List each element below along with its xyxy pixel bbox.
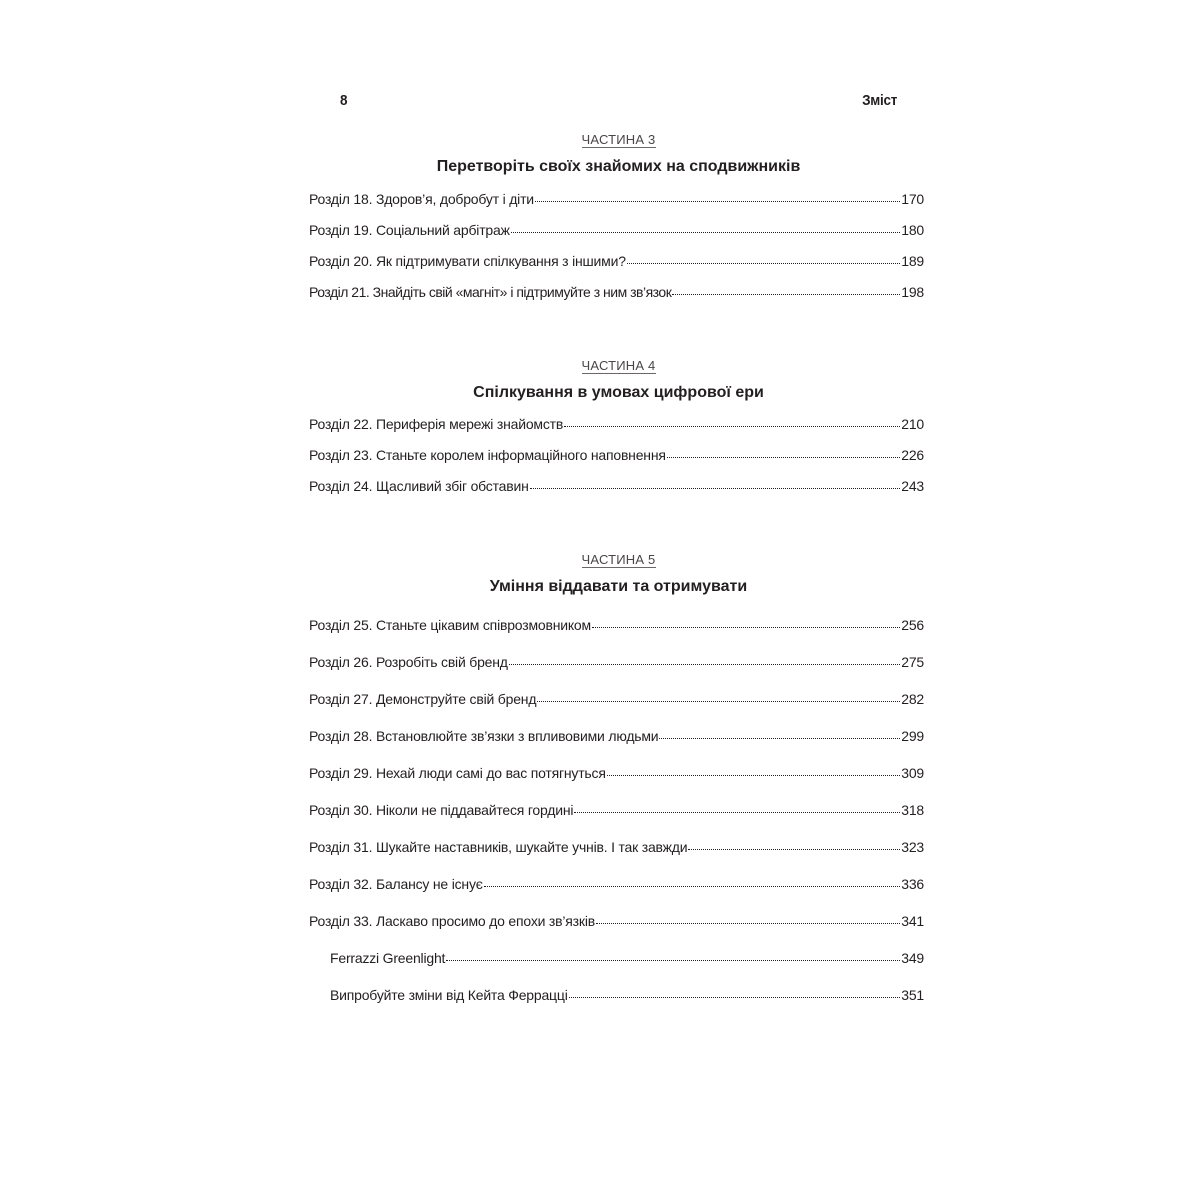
- dot-leader: [530, 488, 901, 489]
- part-title: Спілкування в умовах цифрової ери: [473, 384, 764, 401]
- entry-title: Розділ 18. Здоров’я, добробут і діти: [309, 191, 534, 207]
- entry-page-number: 336: [901, 876, 924, 892]
- toc-entry-try-changes[interactable]: [330, 986, 924, 1004]
- dot-leader: [607, 775, 901, 776]
- dot-leader: [627, 263, 900, 264]
- entry-page-number: 189: [901, 253, 924, 269]
- toc-entry-chapter-32[interactable]: [309, 875, 924, 893]
- part-title: Перетворіть своїх знайомих на сподвижників: [436, 158, 801, 175]
- entry-title: Розділ 20. Як підтримувати спілкування з іншими?: [309, 253, 626, 269]
- entry-page-number: 318: [901, 802, 924, 818]
- dot-leader: [509, 664, 900, 665]
- dot-leader: [564, 426, 900, 427]
- toc-entry-chapter-25[interactable]: [309, 616, 924, 634]
- page-number: 8: [339, 92, 348, 109]
- part-label: ЧАСТИНА 5: [581, 552, 656, 567]
- entry-title: Розділ 32. Балансу не існує: [309, 876, 483, 892]
- entry-page-number: 243: [901, 478, 924, 494]
- entry-title: Розділ 24. Щасливий збіг обставин: [309, 478, 529, 494]
- entry-page-number: 351: [901, 987, 924, 1003]
- entry-page-number: 256: [901, 617, 924, 633]
- entry-title: Розділ 26. Розробіть свій бренд: [309, 654, 508, 670]
- toc-entry-chapter-21[interactable]: [309, 283, 924, 301]
- running-title: Зміст: [862, 92, 898, 109]
- entry-title: Розділ 25. Станьте цікавим співрозмовником: [309, 617, 591, 633]
- part-label: ЧАСТИНА 4: [581, 358, 656, 373]
- dot-leader: [574, 812, 900, 813]
- toc-entry-chapter-24[interactable]: [309, 477, 924, 495]
- toc-entry-chapter-27[interactable]: [309, 690, 924, 708]
- entry-page-number: 349: [901, 950, 924, 966]
- toc-entry-chapter-18[interactable]: [309, 190, 924, 208]
- toc-entry-chapter-19[interactable]: [309, 221, 924, 239]
- dot-leader: [672, 294, 900, 295]
- dot-leader: [446, 960, 900, 961]
- entry-title: Розділ 22. Периферія мережі знайомств: [309, 416, 564, 432]
- toc-entry-chapter-28[interactable]: [309, 727, 924, 745]
- toc-entry-chapter-20[interactable]: [309, 252, 924, 270]
- toc-entry-chapter-33[interactable]: [309, 912, 924, 930]
- dot-leader: [535, 201, 900, 202]
- entry-title: Розділ 30. Ніколи не піддавайтеся гордині: [309, 802, 574, 818]
- dot-leader: [511, 232, 900, 233]
- entry-title: Розділ 28. Встановлюйте зв’язки з впливовими людьми: [309, 728, 659, 744]
- entry-page-number: 309: [901, 765, 924, 781]
- dot-leader: [537, 701, 900, 702]
- entry-title: Розділ 21. Знайдіть свій «магніт» і підтримуйте з ним зв’язок: [309, 284, 672, 300]
- entry-title: Розділ 23. Станьте королем інформаційного наповнення: [309, 447, 666, 463]
- entry-page-number: 299: [901, 728, 924, 744]
- entry-page-number: 180: [901, 222, 924, 238]
- dot-leader: [484, 886, 901, 887]
- toc-entry-chapter-26[interactable]: [309, 653, 924, 671]
- dot-leader: [592, 627, 900, 628]
- entry-title: Розділ 29. Нехай люди самі до вас потягнуться: [309, 765, 606, 781]
- entry-page-number: 170: [901, 191, 924, 207]
- toc-entry-chapter-29[interactable]: [309, 764, 924, 782]
- entry-title: Розділ 27. Демонструйте свій бренд: [309, 691, 537, 707]
- dot-leader: [667, 457, 900, 458]
- toc-entry-chapter-23[interactable]: [309, 446, 924, 464]
- entry-page-number: 210: [901, 416, 924, 432]
- part-title: Уміння віддавати та отримувати: [489, 578, 748, 595]
- entry-title: Розділ 31. Шукайте наставників, шукайте учнів. І так завжди: [309, 839, 688, 855]
- entry-page-number: 282: [901, 691, 924, 707]
- entry-title: Ferrazzi Greenlight: [330, 950, 446, 966]
- entry-page-number: 226: [901, 447, 924, 463]
- entry-page-number: 323: [901, 839, 924, 855]
- entry-title: Розділ 33. Ласкаво просимо до епохи зв’язків: [309, 913, 595, 929]
- dot-leader: [659, 738, 900, 739]
- running-head: [340, 90, 897, 114]
- entry-title: Випробуйте зміни від Кейта Феррацці: [330, 987, 568, 1003]
- toc-entry-chapter-30[interactable]: [309, 801, 924, 819]
- toc-entry-chapter-22[interactable]: [309, 415, 924, 433]
- entry-page-number: 198: [901, 284, 924, 300]
- toc-entry-chapter-31[interactable]: [309, 838, 924, 856]
- part-label: ЧАСТИНА 3: [581, 132, 656, 147]
- toc-entry-ferrazzi-greenlight[interactable]: [330, 949, 924, 967]
- entry-page-number: 341: [901, 913, 924, 929]
- dot-leader: [596, 923, 900, 924]
- dot-leader: [569, 997, 901, 998]
- toc-page: [309, 0, 928, 1200]
- entry-title: Розділ 19. Соціальний арбітраж: [309, 222, 510, 238]
- entry-page-number: 275: [901, 654, 924, 670]
- dot-leader: [688, 849, 900, 850]
